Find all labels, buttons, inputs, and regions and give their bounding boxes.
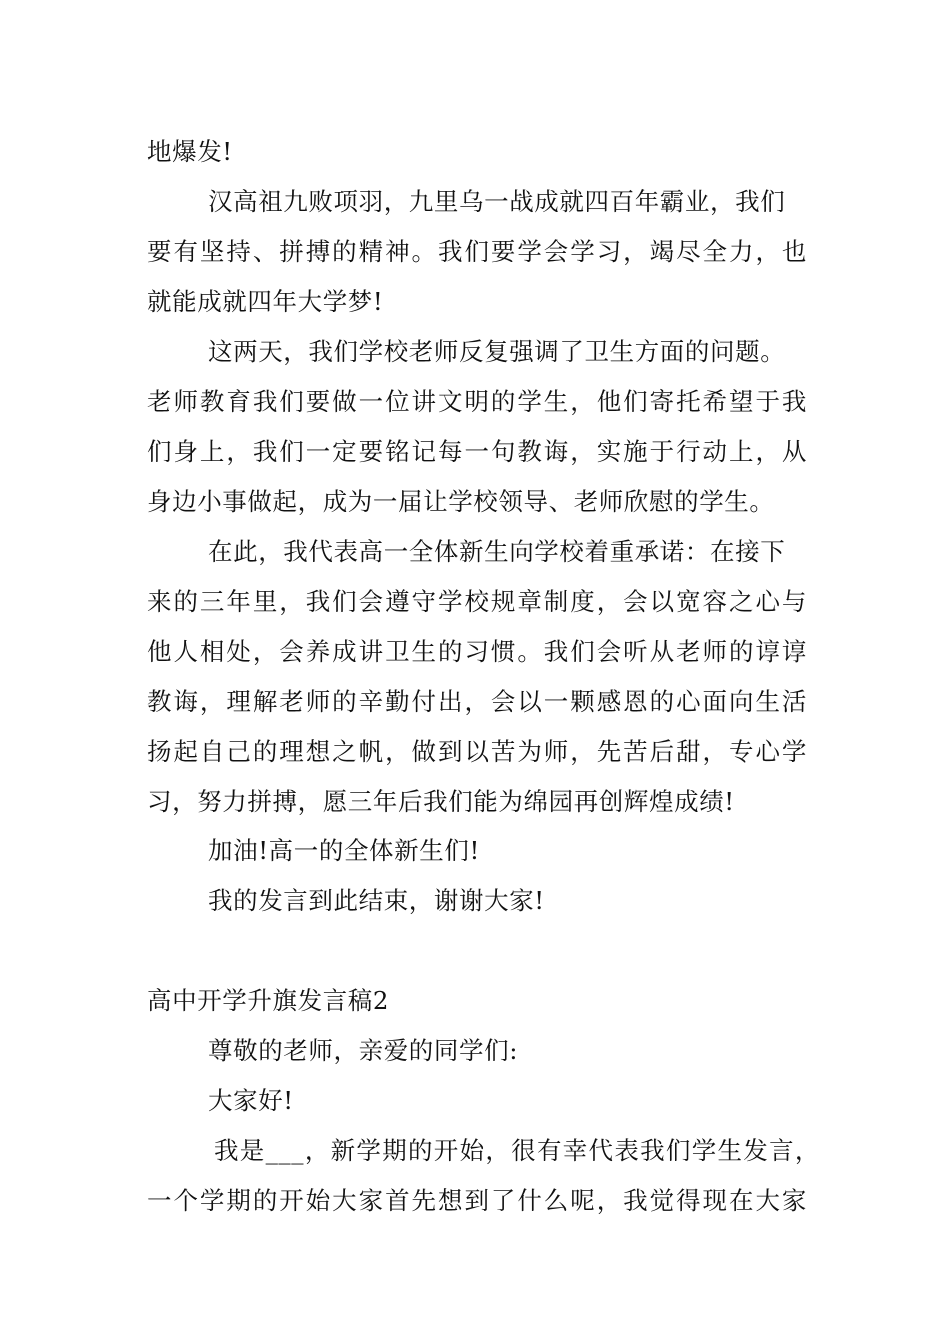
salutation: 尊敬的老师，亲爱的同学们:: [208, 1036, 519, 1065]
text-line: 来的三年里，我们会遵守学校规章制度，会以宽容之心与: [147, 587, 807, 616]
paragraph-start: 这两天，我们学校老师反复强调了卫生方面的问题。: [208, 337, 786, 366]
text-line: 老师教育我们要做一位讲文明的学生，他们寄托希望于我: [147, 387, 807, 416]
text-line: 们身上，我们一定要铭记每一句教诲，实施于行动上，从: [147, 437, 807, 466]
text-line: 扬起自己的理想之帆，做到以苦为师，先苦后甜，专心学: [147, 737, 807, 766]
paragraph-start: 加油!高一的全体新生们!: [208, 836, 480, 865]
section-title: 高中开学升旗发言稿2: [147, 986, 390, 1015]
text-line: 一个学期的开始大家首先想到了什么呢，我觉得现在大家: [147, 1186, 807, 1215]
text-line: 教诲，理解老师的辛勤付出，会以一颗感恩的心面向生活: [147, 687, 807, 716]
text-line: 地爆发!: [147, 137, 233, 166]
text-line: 就能成就四年大学梦!: [147, 287, 384, 316]
paragraph-start: 汉高祖九败项羽，九里乌一战成就四百年霸业，我们: [208, 187, 786, 216]
text-line: 习，努力拼搏，愿三年后我们能为绵园再创辉煌成绩!: [147, 787, 735, 816]
text-line: 他人相处，会养成讲卫生的习惯。我们会听从老师的谆谆: [147, 637, 807, 666]
text-line: 要有坚持、拼搏的精神。我们要学会学习，竭尽全力，也: [147, 237, 807, 266]
text-line: 身边小事做起，成为一届让学校领导、老师欣慰的学生。: [147, 487, 775, 516]
paragraph-start: 我是___，新学期的开始，很有幸代表我们学生发言，: [214, 1136, 820, 1165]
paragraph-start: 在此，我代表高一全体新生向学校着重承诺：在接下: [208, 537, 786, 566]
greeting: 大家好!: [208, 1086, 294, 1115]
paragraph-start: 我的发言到此结束，谢谢大家!: [208, 886, 545, 915]
